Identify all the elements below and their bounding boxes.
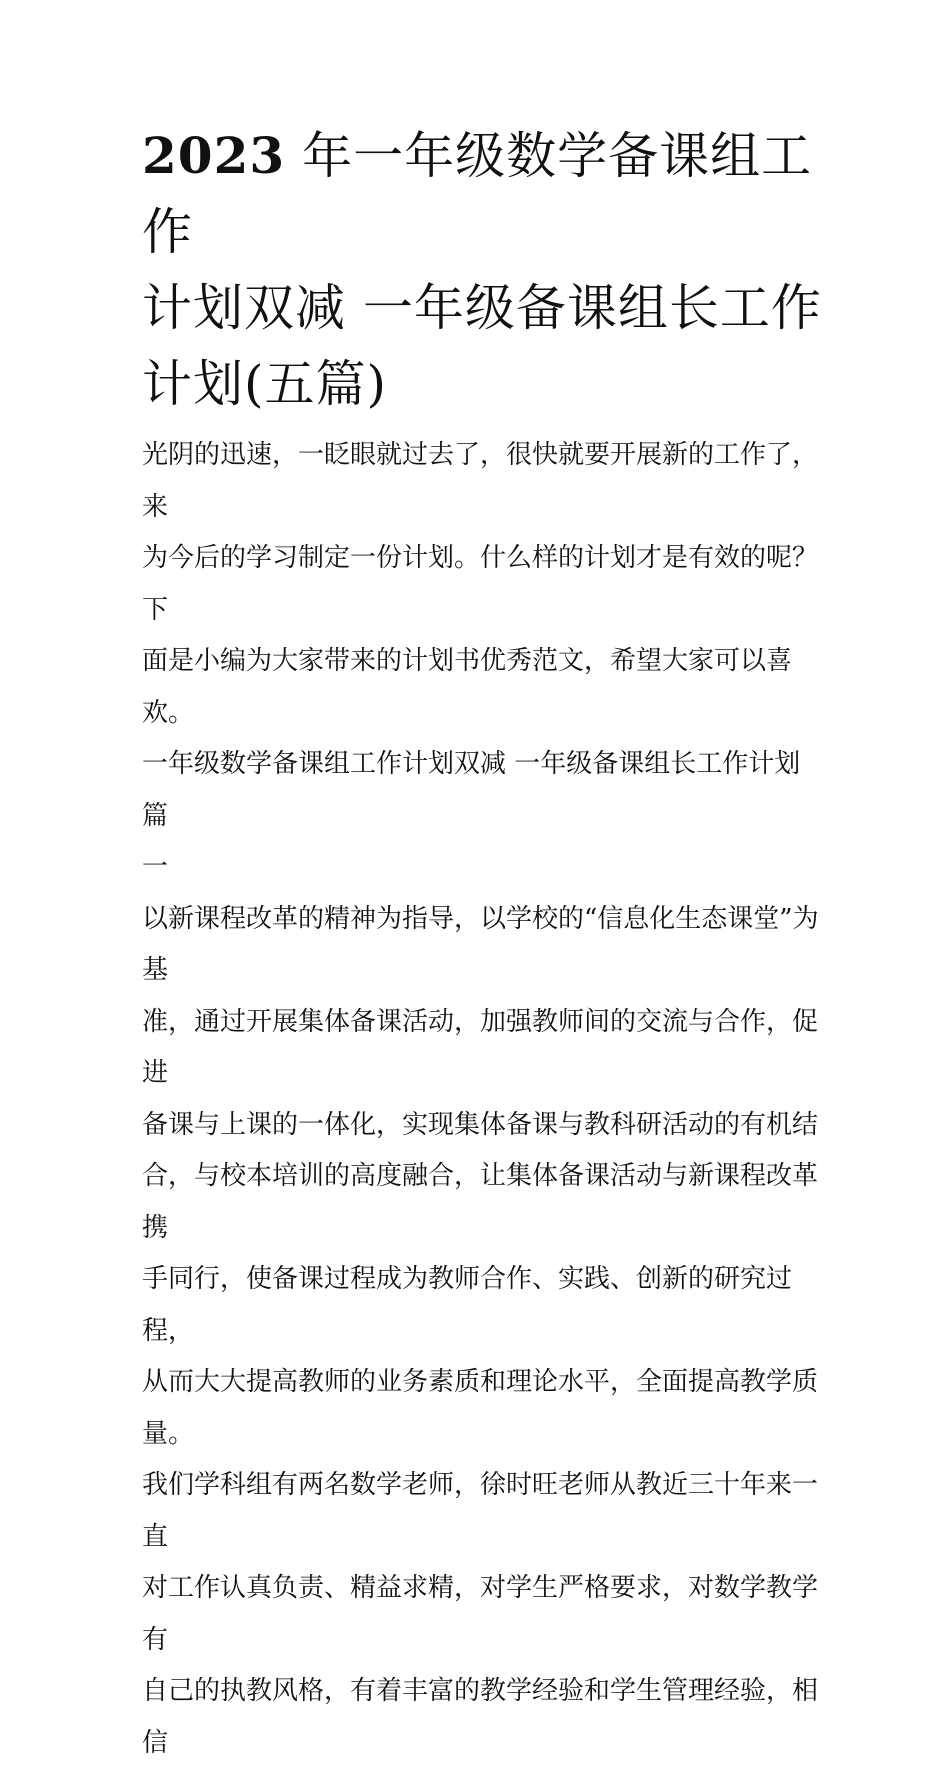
body-paragraph-guiding: 以新课程改革的精神为指导，以学校的“信息化生态课堂”为基 准，通过开展集体备课活动，加强教师间的交流与合作，促进 备课与上课的一体化，实现集体备课与教科研活动的有机结 合，与校本培训的高度融合，让集体备课活动与新课程改革携 手同行，使备课过程成为教师合作、实践、创新的研究过程， 从而大大提高教师的业务素质和理论水平，全面提高教学质 量。 [142, 903, 819, 1449]
title-text: 年一年级数学备课组工作 计划双减 一年级备课组长工作 计划(五篇) [142, 127, 822, 413]
section-heading: 一年级数学备课组工作计划双减 一年级备课组长工作计划篇 一 [142, 749, 801, 882]
intro-paragraph: 光阴的迅速，一眨眼就过去了，很快就要开展新的工作了，来 为今后的学习制定一份计划。什么样的计划才是有效的呢？下 面是小编为大家带来的计划书优秀范文，希望大家可以喜欢。 [142, 440, 819, 728]
document-page [142, 118, 822, 1769]
body-paragraph-team: 我们学科组有两名数学老师，徐时旺老师从教近三十年来一直 对工作认真负责、精益求精，对学生严格要求，对数学教学有 自己的执教风格，有着丰富的教学经验和学生管理经验，相信 [142, 1470, 819, 1758]
title-year: 2023 [142, 126, 286, 185]
document-title [142, 118, 822, 422]
